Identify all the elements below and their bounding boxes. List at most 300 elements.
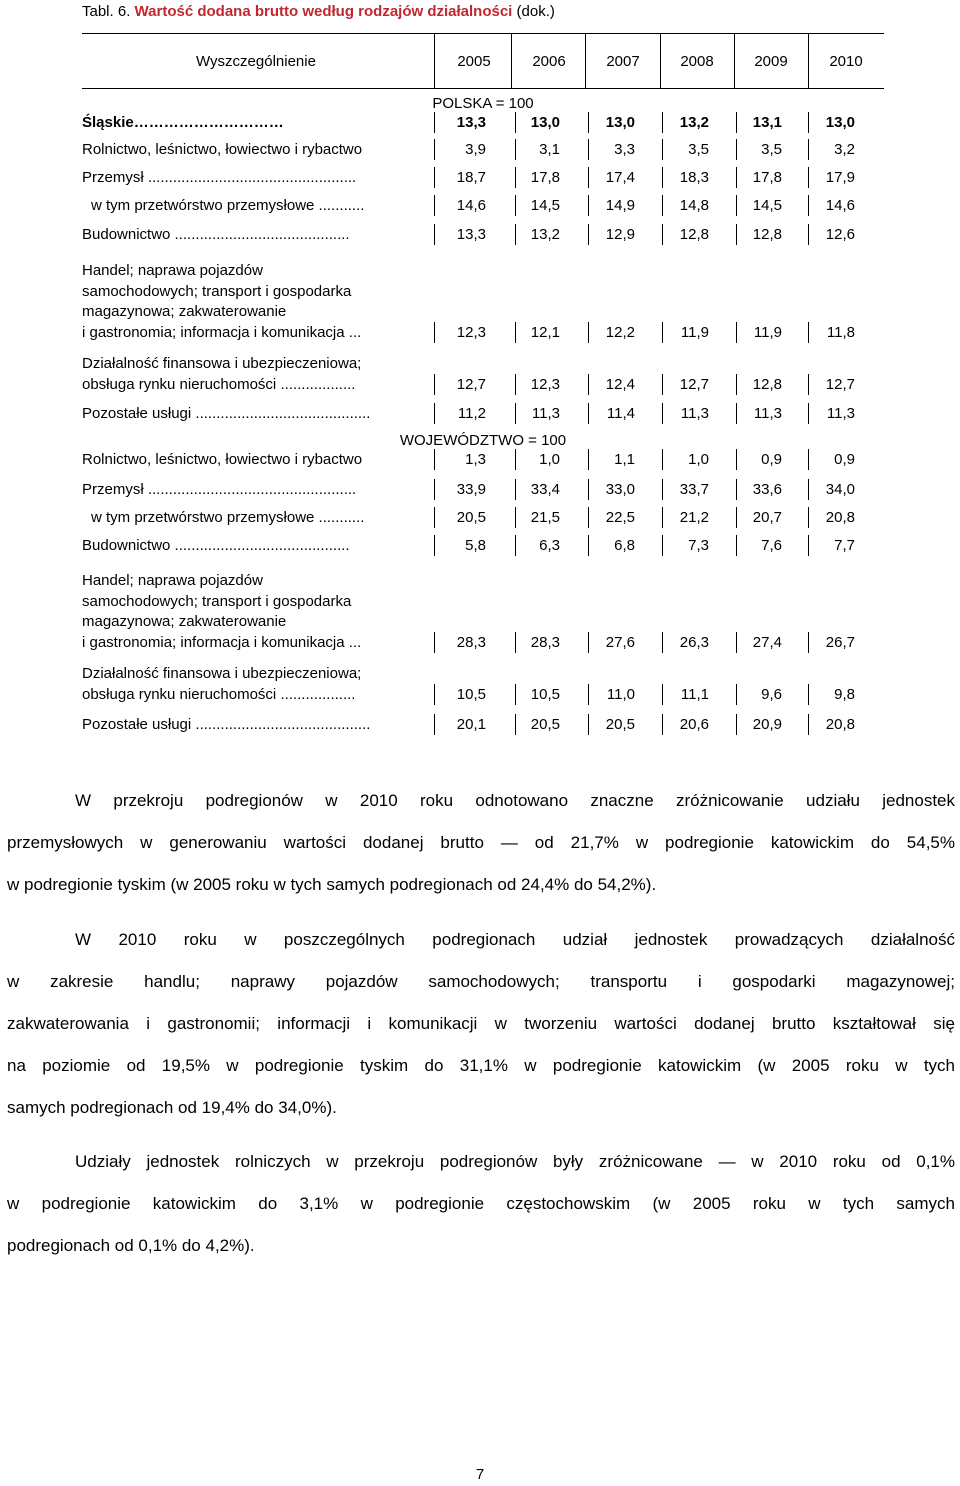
- table-row: [82, 354, 884, 395]
- row-label-text: Działalność finansowa i ubezpieczeniowa;: [82, 355, 362, 372]
- row-value: 12,9: [605, 225, 635, 243]
- row-value: 12,3: [456, 323, 486, 341]
- value-separator: [808, 167, 809, 188]
- row-value: 10,5: [456, 685, 486, 703]
- row-label-text: Przemysł: [82, 168, 144, 186]
- row-value: 33,4: [530, 480, 560, 498]
- row-label: [82, 354, 434, 395]
- row-value: 1,3: [465, 450, 486, 468]
- row-value: 11,8: [826, 323, 855, 341]
- row-value: 1,0: [539, 450, 560, 468]
- row-value: 27,6: [605, 633, 635, 651]
- row-value: 34,0: [825, 480, 855, 498]
- header-separator: [511, 33, 512, 88]
- row-value: 20,1: [456, 715, 486, 733]
- value-separator: [515, 507, 516, 528]
- leader-dots: ...........: [314, 196, 365, 214]
- row-label-line: [82, 571, 434, 592]
- row-label-text: w tym przetwórstwo przemysłowe: [91, 508, 315, 526]
- row-label-line: [82, 450, 434, 471]
- paragraph: [7, 1141, 955, 1267]
- header-separator: [660, 33, 661, 88]
- table-title-suffix: (dok.): [516, 3, 555, 20]
- row-label: [82, 536, 434, 557]
- row-value: 17,4: [605, 168, 635, 186]
- value-separator: [808, 139, 809, 160]
- value-separator: [662, 112, 663, 133]
- value-separator: [662, 535, 663, 556]
- row-label-line: [82, 508, 434, 529]
- header-separator: [808, 33, 809, 88]
- paragraph-line: w zakresie handlu; naprawy pojazdów samochodowych; transportu i gospodarki magazynowej;: [7, 972, 955, 991]
- row-label-line: [82, 592, 434, 613]
- row-value: 3,2: [834, 140, 855, 158]
- table-row: [82, 113, 884, 134]
- paragraph-line: przemysłowych w generowaniu wartości dodanej brutto — od 21,7% w podregionie katowickim do 54,5%: [7, 833, 955, 852]
- row-value: 10,5: [530, 685, 560, 703]
- row-value: 6,8: [614, 536, 635, 554]
- row-value: 13,2: [530, 225, 560, 243]
- row-label-text: Rolnictwo, leśnictwo, łowiectwo i rybactwo: [82, 140, 363, 158]
- table-number: Tabl. 6.: [82, 3, 131, 20]
- row-label: [82, 168, 434, 189]
- value-separator: [588, 535, 589, 556]
- row-label-line: [82, 113, 434, 134]
- row-value: 13,0: [605, 113, 635, 131]
- row-value: 14,6: [825, 196, 855, 214]
- header-year: 2010: [829, 53, 863, 70]
- row-label-text: Pozostałe usługi: [82, 715, 192, 733]
- table-row: [82, 715, 884, 736]
- table-row: [82, 480, 884, 501]
- leader-dots: ..........................................: [191, 404, 371, 422]
- header-separator: [434, 33, 435, 88]
- row-value: 1,1: [614, 450, 635, 468]
- table-row: [82, 140, 884, 161]
- row-label: [82, 480, 434, 501]
- row-value: 3,5: [688, 140, 709, 158]
- value-separator: [434, 224, 435, 245]
- value-separator: [662, 403, 663, 424]
- table-row: [82, 664, 884, 705]
- row-value: 11,0: [606, 685, 635, 703]
- header-year: 2005: [457, 53, 491, 70]
- row-value: 7,7: [834, 536, 855, 554]
- value-separator: [662, 167, 663, 188]
- row-label-text: Rolnictwo, leśnictwo, łowiectwo i rybactwo: [82, 450, 363, 468]
- table-row: [82, 196, 884, 217]
- value-separator: [434, 195, 435, 216]
- value-separator: [736, 403, 737, 424]
- value-separator: [434, 449, 435, 470]
- row-value: 12,7: [825, 375, 855, 393]
- table-row: [82, 508, 884, 529]
- value-separator: [434, 632, 435, 653]
- row-label-text: obsługa rynku nieruchomości: [82, 685, 277, 703]
- value-separator: [588, 684, 589, 705]
- header-year: 2006: [532, 53, 566, 70]
- value-separator: [736, 322, 737, 343]
- leader-dots: …………………………: [133, 113, 284, 131]
- value-separator: [662, 479, 663, 500]
- table-title: [82, 3, 555, 20]
- row-value: 12,8: [752, 225, 782, 243]
- value-separator: [588, 374, 589, 395]
- value-separator: [736, 535, 737, 556]
- row-value: 13,3: [456, 225, 486, 243]
- row-value: 0,9: [834, 450, 855, 468]
- header-year: 2008: [680, 53, 714, 70]
- row-value: 12,6: [825, 225, 855, 243]
- value-separator: [515, 374, 516, 395]
- row-value: 3,3: [614, 140, 635, 158]
- table-row: [82, 225, 884, 246]
- value-separator: [434, 112, 435, 133]
- row-value: 12,3: [530, 375, 560, 393]
- row-value: 26,3: [679, 633, 709, 651]
- paragraph-line: W przekroju podregionów w 2010 roku odnotowano znaczne zróżnicowanie udziału jednostek: [75, 791, 955, 810]
- row-value: 14,5: [752, 196, 782, 214]
- value-separator: [434, 322, 435, 343]
- row-label-text: Pozostałe usługi: [82, 404, 192, 422]
- row-label-line: [82, 612, 434, 633]
- row-value: 14,9: [605, 196, 635, 214]
- value-separator: [515, 714, 516, 735]
- value-separator: [736, 714, 737, 735]
- row-value: 14,5: [530, 196, 560, 214]
- row-label-line: [82, 302, 434, 323]
- row-label-text: Budownictwo: [82, 225, 171, 243]
- row-value: 20,9: [752, 715, 782, 733]
- row-value: 11,1: [680, 685, 709, 703]
- value-separator: [588, 507, 589, 528]
- value-separator: [808, 195, 809, 216]
- row-value: 12,2: [605, 323, 635, 341]
- value-separator: [662, 195, 663, 216]
- row-value: 14,8: [679, 196, 709, 214]
- row-value: 9,8: [834, 685, 855, 703]
- table-row: [82, 536, 884, 557]
- row-value: 11,3: [753, 404, 782, 422]
- row-label-text: Handel; naprawa pojazdów: [82, 572, 263, 589]
- row-value: 28,3: [456, 633, 486, 651]
- value-separator: [808, 224, 809, 245]
- value-separator: [588, 714, 589, 735]
- row-value: 11,9: [680, 323, 709, 341]
- value-separator: [662, 224, 663, 245]
- paragraph: [7, 919, 955, 1129]
- value-separator: [434, 374, 435, 395]
- paragraph: [7, 780, 955, 906]
- row-label-text: magazynowa; zakwaterowanie: [82, 303, 287, 320]
- row-label-text: Budownictwo: [82, 536, 171, 554]
- value-separator: [515, 224, 516, 245]
- value-separator: [588, 632, 589, 653]
- row-value: 11,3: [826, 404, 855, 422]
- value-separator: [588, 167, 589, 188]
- row-value: 22,5: [605, 508, 635, 526]
- row-label: [82, 664, 434, 705]
- row-label: [82, 508, 434, 529]
- table-row: [82, 404, 884, 425]
- value-separator: [736, 139, 737, 160]
- row-value: 20,7: [752, 508, 782, 526]
- row-label-line: [82, 715, 434, 736]
- value-separator: [588, 322, 589, 343]
- value-separator: [434, 167, 435, 188]
- value-separator: [515, 322, 516, 343]
- table-title-text: Wartość dodana brutto według rodzajów działalności: [134, 3, 513, 20]
- row-value: 7,6: [761, 536, 782, 554]
- row-label: [82, 113, 434, 134]
- row-value: 18,3: [679, 168, 709, 186]
- table-row: [82, 571, 884, 653]
- value-separator: [588, 403, 589, 424]
- table-row: [82, 450, 884, 471]
- table-header-rule: [82, 88, 884, 89]
- row-label: [82, 225, 434, 246]
- leader-dots: ...: [344, 323, 362, 341]
- row-label-line: [82, 404, 434, 425]
- value-separator: [515, 479, 516, 500]
- row-value: 5,8: [465, 536, 486, 554]
- leader-dots: ...: [344, 633, 362, 651]
- value-separator: [736, 479, 737, 500]
- row-value: 12,1: [530, 323, 560, 341]
- row-value: 11,9: [753, 323, 782, 341]
- value-separator: [434, 139, 435, 160]
- row-value: 13,0: [530, 113, 560, 131]
- row-label-text: Przemysł: [82, 480, 144, 498]
- value-separator: [515, 112, 516, 133]
- row-value: 12,4: [605, 375, 635, 393]
- row-value: 20,5: [605, 715, 635, 733]
- header-label: Wyszczególnienie: [196, 53, 316, 70]
- row-value: 3,1: [539, 140, 560, 158]
- row-label-text: w tym przetwórstwo przemysłowe: [91, 196, 315, 214]
- row-value: 20,5: [456, 508, 486, 526]
- value-separator: [434, 403, 435, 424]
- row-label-line: [82, 168, 434, 189]
- value-separator: [662, 139, 663, 160]
- value-separator: [808, 322, 809, 343]
- row-value: 14,6: [456, 196, 486, 214]
- row-value: 1,0: [688, 450, 709, 468]
- value-separator: [736, 167, 737, 188]
- value-separator: [662, 374, 663, 395]
- value-separator: [515, 684, 516, 705]
- value-separator: [434, 479, 435, 500]
- row-label-text: Handel; naprawa pojazdów: [82, 262, 263, 279]
- row-value: 17,9: [825, 168, 855, 186]
- value-separator: [808, 507, 809, 528]
- row-value: 13,1: [752, 113, 782, 131]
- row-label-line: [82, 633, 434, 654]
- leader-dots: ..................................................: [143, 168, 357, 186]
- row-value: 27,4: [752, 633, 782, 651]
- row-label-line: [82, 685, 434, 706]
- value-separator: [662, 449, 663, 470]
- value-separator: [588, 195, 589, 216]
- paragraph-line: Udziały jednostek rolniczych w przekroju podregionów były zróżnicowane — w 2010 roku od 0,1%: [75, 1152, 955, 1171]
- value-separator: [588, 449, 589, 470]
- value-separator: [736, 632, 737, 653]
- row-value: 21,2: [679, 508, 709, 526]
- row-label-line: [82, 140, 434, 161]
- row-label: [82, 715, 434, 736]
- value-separator: [736, 449, 737, 470]
- row-label-text: i gastronomia; informacja i komunikacja: [82, 323, 345, 341]
- row-value: 20,6: [679, 715, 709, 733]
- value-separator: [808, 632, 809, 653]
- value-separator: [588, 139, 589, 160]
- row-value: 20,8: [825, 508, 855, 526]
- row-label-text: Działalność finansowa i ubezpieczeniowa;: [82, 665, 362, 682]
- value-separator: [662, 507, 663, 528]
- value-separator: [515, 403, 516, 424]
- row-value: 11,3: [531, 404, 560, 422]
- paragraph-line: podregionach od 0,1% do 4,2%).: [7, 1236, 255, 1255]
- paragraph-line: W 2010 roku w poszczególnych podregionach udział jednostek prowadzących działalność: [75, 930, 955, 949]
- value-separator: [808, 684, 809, 705]
- row-value: 18,7: [456, 168, 486, 186]
- value-separator: [736, 684, 737, 705]
- value-separator: [662, 322, 663, 343]
- row-value: 12,7: [456, 375, 486, 393]
- value-separator: [662, 684, 663, 705]
- row-label-text: obsługa rynku nieruchomości: [82, 375, 277, 393]
- row-value: 20,8: [825, 715, 855, 733]
- value-separator: [515, 139, 516, 160]
- row-value: 33,0: [605, 480, 635, 498]
- value-separator: [736, 507, 737, 528]
- header-separator: [585, 33, 586, 88]
- row-value: 26,7: [825, 633, 855, 651]
- page-number: 7: [475, 1466, 485, 1483]
- paragraph-line: w podregionie katowickim do 3,1% w podregionie częstochowskim (w 2005 roku w tych samych: [7, 1194, 955, 1213]
- value-separator: [434, 507, 435, 528]
- table-row: [82, 261, 884, 343]
- paragraph-line: na poziomie od 19,5% w podregionie tyskim do 31,1% w podregionie katowickim (w 2005 roku w tych: [7, 1056, 955, 1075]
- row-value: 33,9: [456, 480, 486, 498]
- row-label-text: magazynowa; zakwaterowanie: [82, 613, 287, 630]
- row-value: 17,8: [530, 168, 560, 186]
- header-year: 2009: [754, 53, 788, 70]
- row-label-text: samochodowych; transport i gospodarka: [82, 592, 352, 610]
- leader-dots: ..................................................: [143, 480, 357, 498]
- row-value: 3,9: [465, 140, 486, 158]
- row-value: 0,9: [761, 450, 782, 468]
- value-separator: [434, 535, 435, 556]
- table-row: [82, 168, 884, 189]
- row-label-line: [82, 480, 434, 501]
- value-separator: [515, 195, 516, 216]
- row-label-line: [82, 536, 434, 557]
- value-separator: [808, 714, 809, 735]
- row-value: 28,3: [530, 633, 560, 651]
- row-value: 12,8: [752, 375, 782, 393]
- paragraph-line: zakwaterowania i gastronomii; informacji i komunikacji w tworzeniu wartości dodanej brutto kształtował się: [7, 1014, 955, 1033]
- value-separator: [808, 479, 809, 500]
- row-label: [82, 404, 434, 425]
- row-label-line: [82, 664, 434, 685]
- paragraph-line: samych podregionach od 19,4% do 34,0%).: [7, 1098, 337, 1117]
- value-separator: [588, 112, 589, 133]
- value-separator: [515, 449, 516, 470]
- row-value: 13,3: [456, 113, 486, 131]
- row-value: 21,5: [530, 508, 560, 526]
- row-label-line: [82, 375, 434, 396]
- value-separator: [662, 632, 663, 653]
- value-separator: [808, 374, 809, 395]
- row-label: [82, 571, 434, 653]
- leader-dots: ...........: [314, 508, 365, 526]
- row-value: 9,6: [761, 685, 782, 703]
- section-caption: POLSKA = 100: [432, 95, 534, 112]
- value-separator: [515, 167, 516, 188]
- value-separator: [515, 632, 516, 653]
- row-label-line: [82, 354, 434, 375]
- value-separator: [808, 449, 809, 470]
- value-separator: [588, 479, 589, 500]
- leader-dots: ..........................................: [170, 225, 350, 243]
- row-label-text: samochodowych; transport i gospodarka: [82, 282, 352, 300]
- value-separator: [736, 195, 737, 216]
- leader-dots: ..........................................: [191, 715, 371, 733]
- leader-dots: ..........................................: [170, 536, 350, 554]
- row-label-line: [82, 323, 434, 344]
- row-value: 13,0: [825, 113, 855, 131]
- leader-dots: ..................: [276, 685, 356, 703]
- value-separator: [808, 403, 809, 424]
- row-value: 20,5: [530, 715, 560, 733]
- value-separator: [736, 224, 737, 245]
- header-separator: [734, 33, 735, 88]
- row-value: 13,2: [679, 113, 709, 131]
- row-value: 12,8: [679, 225, 709, 243]
- section-caption: WOJEWÓDZTWO = 100: [399, 432, 567, 449]
- value-separator: [808, 535, 809, 556]
- row-value: 11,4: [606, 404, 635, 422]
- row-label: [82, 140, 434, 161]
- value-separator: [515, 535, 516, 556]
- table-header: [82, 33, 884, 88]
- row-value: 3,5: [761, 140, 782, 158]
- value-separator: [808, 112, 809, 133]
- value-separator: [588, 224, 589, 245]
- row-value: 11,3: [680, 404, 709, 422]
- header-year: 2007: [606, 53, 640, 70]
- value-separator: [434, 714, 435, 735]
- row-value: 33,6: [752, 480, 782, 498]
- value-separator: [662, 714, 663, 735]
- row-label-text: i gastronomia; informacja i komunikacja: [82, 633, 345, 651]
- row-label-text: Śląskie: [82, 113, 134, 131]
- row-value: 12,7: [679, 375, 709, 393]
- row-label: [82, 261, 434, 343]
- value-separator: [736, 374, 737, 395]
- row-value: 33,7: [679, 480, 709, 498]
- row-label-line: [82, 196, 434, 217]
- leader-dots: ..................: [276, 375, 356, 393]
- row-label-line: [82, 282, 434, 303]
- value-separator: [736, 112, 737, 133]
- row-value: 6,3: [539, 536, 560, 554]
- paragraph-line: w podregionie tyskim (w 2005 roku w tych samych podregionach od 24,4% do 54,2%).: [7, 875, 657, 894]
- value-separator: [434, 684, 435, 705]
- row-label: [82, 450, 434, 471]
- row-value: 7,3: [688, 536, 709, 554]
